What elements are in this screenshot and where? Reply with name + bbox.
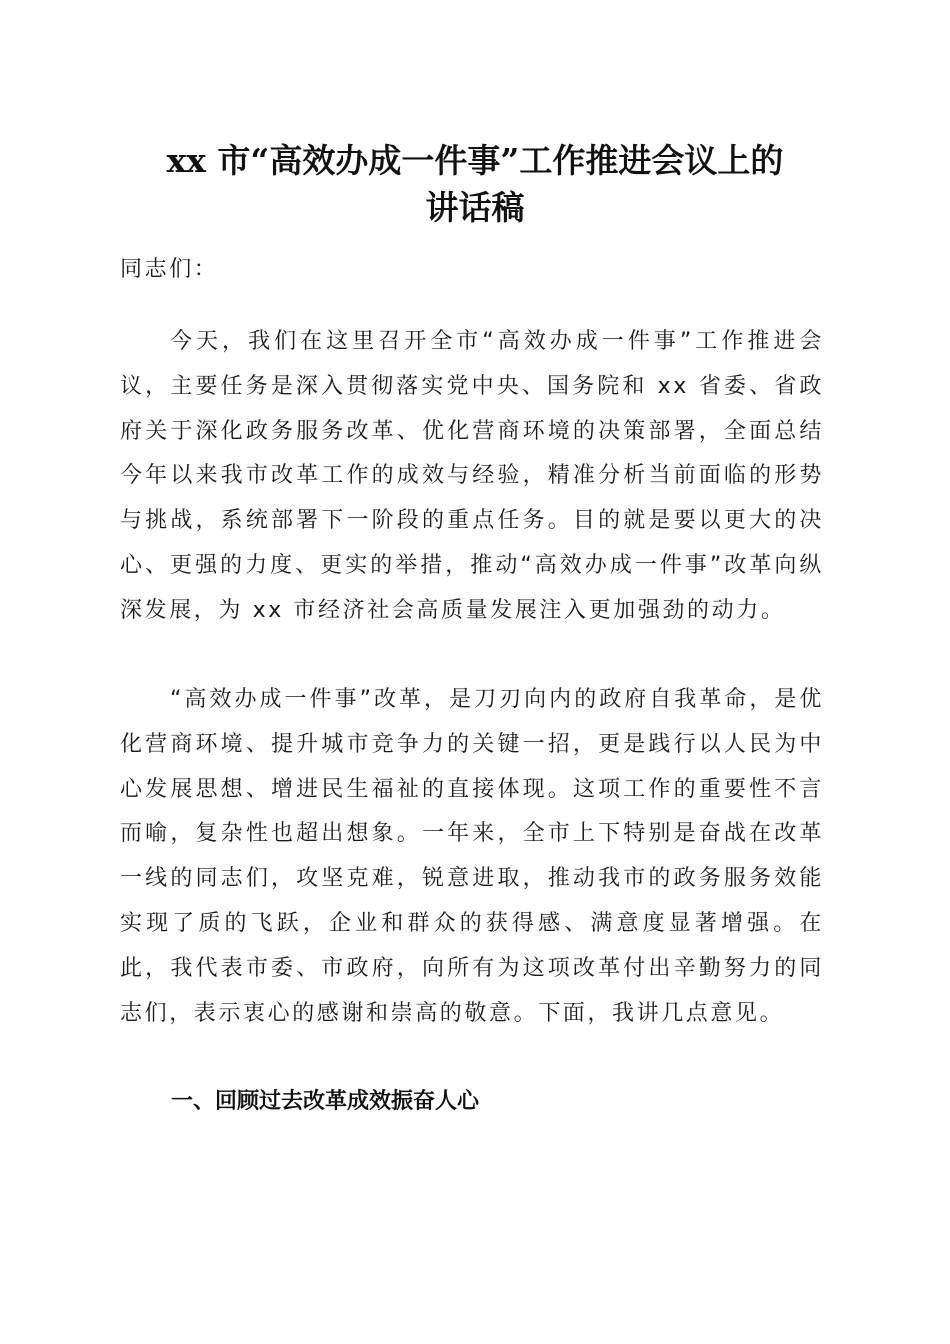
paragraph-2: “高效办成一件事”改革，是刀刃向内的政府自我革命，是优化营商环境、提升城市竞争力的关键一招，更是践行以人民为中心发展思想、增进民生福祉的直接体现。这项工作的重要性不言而喻，复杂性也超出想象。一年来，全市上下特别是奋战在改革一线的同志们，攻坚克难，锐意进取，推动我市的政务服务效能实现了质的飞跃，企业和群众的获得感、满意度显著增强。在此，我代表市委、市政府，向所有为这项改革付出辛勤努力的同志们，表示衷心的感谢和崇高的敬意。下面，我讲几点意见。 [120, 687, 824, 1026]
paragraph-1: 今天，我们在这里召开全市“高效办成一件事”工作推进会议，主要任务是深入贯彻落实党中央、国务院和 xx 省委、省政府关于深化政务服务改革、优化营商环境的决策部署，全面总结今年以来我市改革工作的成效与经验，精准分析当前面临的形势与挑战，系统部署下一阶段的重点任务。目的就是要以更大的决心、更强的力度、更实的举措，推动“高效办成一件事”改革向纵深发展，为 xx 市经济社会高质量发展注入更加强劲的动力。 [120, 329, 824, 623]
document-title-line-1: xx 市“高效办成一件事”工作推进会议上的 [166, 141, 784, 180]
document-title-line-2: 讲话稿 [425, 188, 525, 227]
section-heading: 一、回顾过去改革成效振奋人心 [171, 1089, 480, 1114]
salutation: 同志们： [120, 257, 219, 282]
